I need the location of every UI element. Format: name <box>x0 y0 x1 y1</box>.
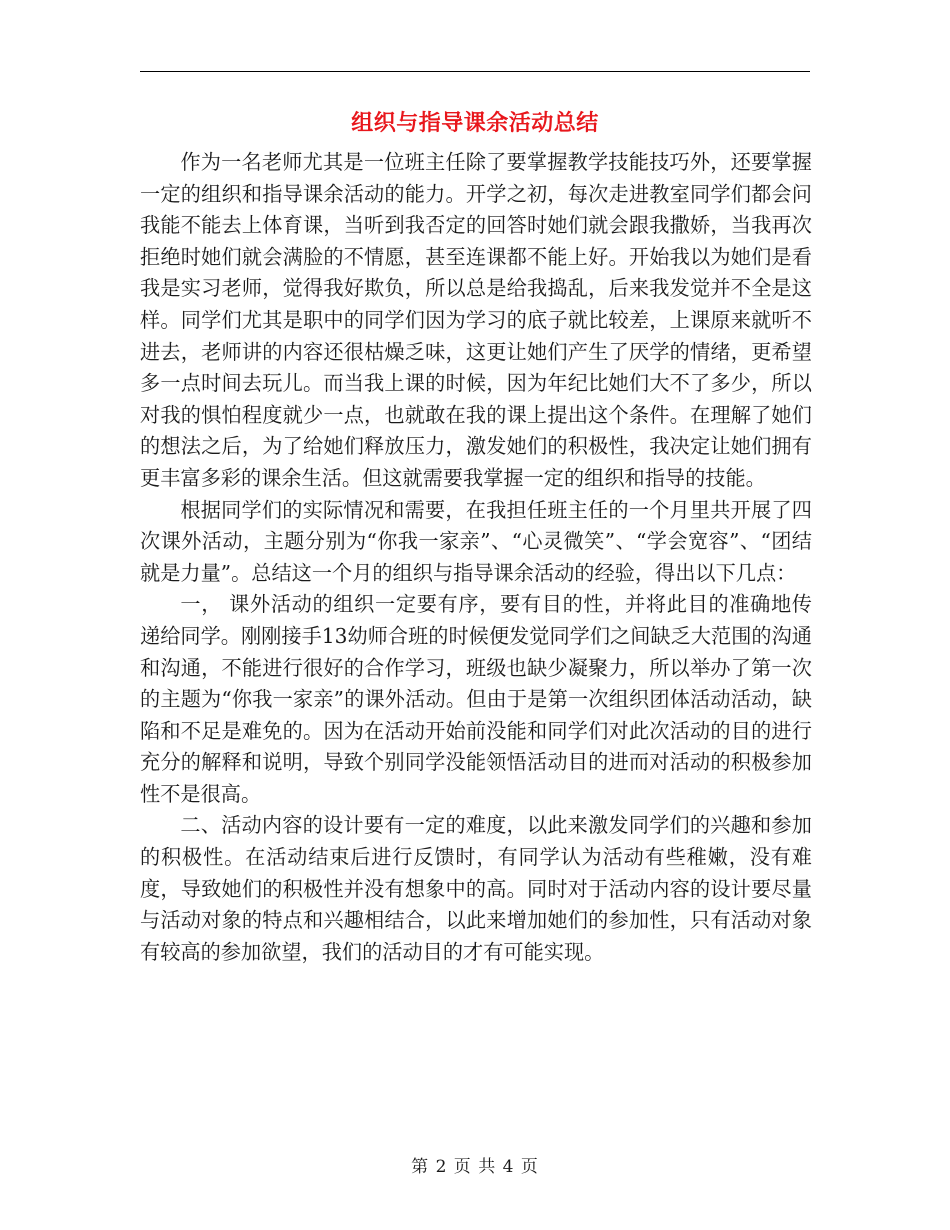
document-body <box>140 147 812 968</box>
document-title: 组织与指导课余活动总结 <box>351 110 599 136</box>
paragraph-point-one: 一， 课外活动的组织一定要有序，要有目的性，并将此目的准确地传递给同学。刚刚接手13幼师合班的时候便发觉同学们之间缺乏大范围的沟通和沟通，不能进行很好的合作学习，班级也缺少凝聚力，所以举办了第一次的主题为“你我一家亲”的课外活动。但由于是第一次组织团体活动活动，缺陷和不足是难免的。因为在活动开始前没能和同学们对此次活动的目的进行充分的解释和说明，导致个别同学没能领悟活动目的进而对活动的积极参加性不是很高。 <box>140 592 812 806</box>
paragraph-activities: 根据同学们的实际情况和需要，在我担任班主任的一个月里共开展了四次课外活动，主题分别为“你我一家亲”、“心灵微笑”、“学会宽容”、“团结就是力量”。总结这一个月的组织与指导课余活动的经验，得出以下几点： <box>140 497 812 585</box>
paragraph-point-two: 二、活动内容的设计要有一定的难度，以此来激发同学们的兴趣和参加的积极性。在活动结束后进行反馈时，有同学认为活动有些稚嫩，没有难度，导致她们的积极性并没有想象中的高。同时对于活动内容的设计要尽量与活动对象的特点和兴趣相结合，以此来增加她们的参加性，只有活动对象有较高的参加欲望，我们的活动目的才有可能实现。 <box>140 813 812 964</box>
header-rule <box>140 71 810 72</box>
paragraph-intro: 作为一名老师尤其是一位班主任除了要掌握教学技能技巧外，还要掌握一定的组织和指导课余活动的能力。开学之初，每次走进教室同学们都会问我能不能去上体育课，当听到我否定的回答时她们就会跟我撒娇，当我再次拒绝时她们就会满脸的不情愿，甚至连课都不能上好。开始我以为她们是看我是实习老师，觉得我好欺负，所以总是给我捣乱，后来我发觉并不全是这样。同学们尤其是职中的同学们因为学习的底子就比较差，上课原来就听不进去，老师讲的内容还很枯燥乏味，这更让她们产生了厌学的情绪，更希望多一点时间去玩儿。而当我上课的时候，因为年纪比她们大不了多少，所以对我的惧怕程度就少一点，也就敢在我的课上提出这个条件。在理解了她们的想法之后，为了给她们释放压力，激发她们的积极性，我决定让她们拥有更丰富多彩的课余生活。但这就需要我掌握一定的组织和指导的技能。 <box>140 150 812 490</box>
page-footer: 第 2 页 共 4 页 <box>411 1157 539 1177</box>
